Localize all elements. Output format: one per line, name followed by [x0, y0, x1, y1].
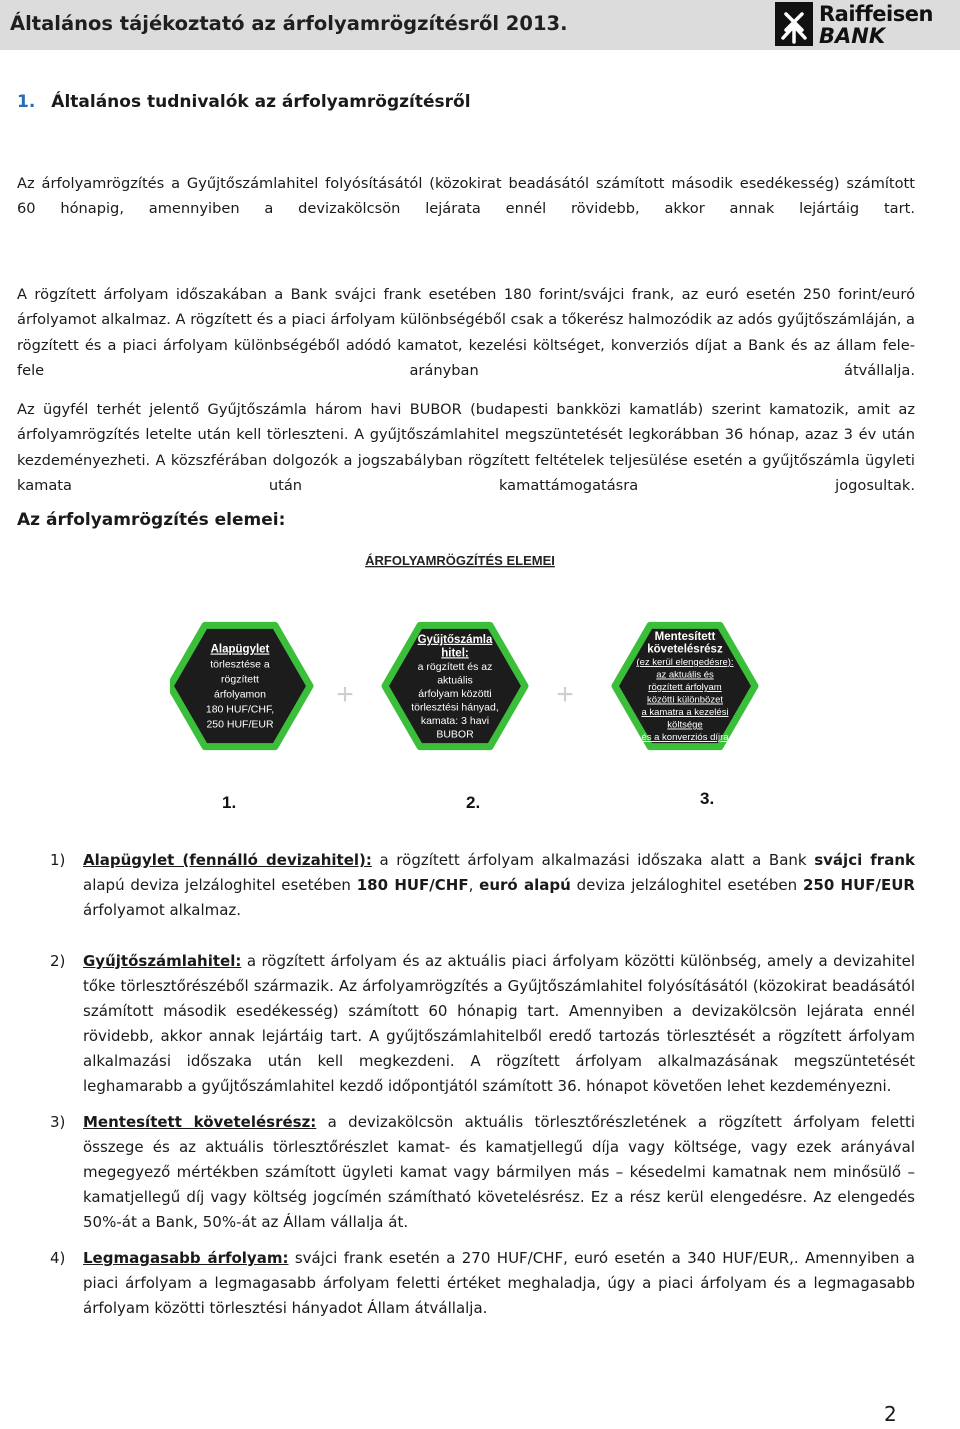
hexagon-3-text: Mentesített	[654, 631, 716, 643]
list-item-4	[50, 1246, 915, 1321]
hexagon-2-text: Gyűjtőszámla	[417, 633, 493, 646]
logo-wordmark-1: Raiffeisen	[819, 2, 933, 26]
hexagon-3-text: költsége	[667, 719, 703, 731]
list-item-2	[50, 949, 915, 1099]
elements-list	[50, 848, 915, 1321]
bold-term: 180 HUF/CHF	[356, 876, 469, 894]
diagram-title: ÁRFOLYAMRÖGZÍTÉS ELEMEI	[365, 553, 555, 568]
bold-term: 250 HUF/EUR	[802, 876, 915, 894]
section-title: Általános tudnivalók az árfolyamrögzítésről	[51, 92, 471, 112]
hexagon-1-text: 250 HUF/EUR	[206, 718, 274, 731]
page-header	[0, 0, 960, 50]
hexagon-3-text: közötti különbözet	[646, 694, 724, 706]
list-text: a rögzített árfolyam és az aktuális piaci árfolyam közötti különbség, amely a devizahitel tőke törlesztőrészéből származik. Az árfolyamrögzítés a Gyűjtőszámlahitel folyósításától (közokirat beadásától számított második esedékesség) számított 60 hónapig tart. Amennyiben a devizakölcsön lejárata ennél rövidebb, akkor annak lejártáig tart. A gyűjtőszámlahitelből eredő tartozás törlesztését a rögzített árfolyam alkalmazási időszaka után kell megkezdeni. A rögzített árfolyam alkalmazásának megszüntetését leghamarabb a gyűjtőszámlahitel kezdő időpontjától számított 36. hónapot követően lehet kezdeményezni.	[83, 952, 915, 1095]
paragraph-3: Az ügyfél terhét jelentő Gyűjtőszámla három havi BUBOR (budapesti bankközi kamatláb) szerint kamatozik, amit az árfolyamrögzítés letelte után kell törleszteni. A gyűjtőszámlahitel megszüntetését legkorábban 36 hónap, azaz 3 év után kezdeményezheti. A közszférában dolgozók a jogszabályban rögzített feltételek teljesülése esetén a gyűjtőszámla ügyleti kamata után kamattámogatásra jogosultak.	[17, 401, 915, 494]
list-text: svájci frank esetén a 270 HUF/CHF, euró esetén a 340 HUF/EUR,. Amennyiben a piaci árfolyam a legmagasabb árfolyam feletti értéket meghaladja, úgy a piaci árfolyam és a legmagasabb árfolyam közötti törlesztési hányadot Állam átvállalja.	[83, 1249, 915, 1317]
list-item-label: Alapügylet (fennálló devizahitel):	[83, 851, 372, 869]
list-item-1	[50, 848, 915, 923]
hexagon-2-text: aktuális	[437, 674, 473, 687]
hexagon-2-number: 2.	[466, 793, 481, 812]
hexagon-1-text: Alapügylet	[210, 643, 270, 656]
paragraph-2: A rögzített árfolyam időszakában a Bank svájci frank esetében 180 forint/svájci frank, az euró esetén 250 forint/euró árfolyamot alkalmaz. A rögzített és a piaci árfolyam különbségéből csak a tőkerész halmozódik az adós gyűjtőszámláján, a rögzített és a piaci árfolyam különbségéből adódó kamatot, kezelési költséget, konverziós díjat a Bank és az állam fele-fele arányban átvállalja.	[17, 286, 915, 379]
hexagon-1-text: törlesztése a	[210, 658, 270, 671]
hexagon-2-text: törlesztési hányad,	[411, 701, 499, 714]
elements-diagram	[170, 548, 790, 818]
list-number: 3)	[50, 1113, 66, 1131]
list-item-3	[50, 1110, 915, 1235]
hexagon-3-text: követelésrész	[647, 643, 723, 656]
list-text: a rögzített árfolyam alkalmazási időszaka alatt a Bank	[371, 851, 815, 869]
hexagon-3-text: a kamatra a kezelési	[641, 707, 729, 718]
hexagon-2-text: a rögzített és az	[417, 660, 493, 673]
hexagon-2-text: árfolyam közötti	[418, 687, 492, 700]
hexagon-3-text: az aktuális és	[656, 669, 714, 681]
hexagon-2-text: kamata: 3 havi	[420, 714, 490, 727]
list-number: 4)	[50, 1249, 66, 1267]
list-number: 2)	[50, 952, 66, 970]
hexagon-2-text: BUBOR	[436, 728, 474, 741]
list-text: árfolyamot alkalmaz.	[83, 901, 242, 919]
list-text: deviza jelzáloghitel esetében	[570, 876, 803, 894]
paragraph-1: Az árfolyamrögzítés a Gyűjtőszámlahitel folyósításától (közokirat beadásától számított második esedékesség) számított 60 hónapig, amennyiben a devizakölcsön lejárata ennél rövidebb, akkor annak lejártáig tart.	[17, 175, 915, 218]
list-item-label: Mentesített követelésrész:	[83, 1113, 317, 1131]
hexagon-3-text: és a konverziós díjra	[641, 732, 729, 743]
list-item-label: Legmagasabb árfolyam:	[83, 1249, 289, 1267]
elements-heading: Az árfolyamrögzítés elemei:	[17, 510, 286, 530]
section-heading	[17, 92, 471, 112]
hexagon-2-text: hitel:	[441, 647, 469, 660]
hexagon-3-text: (ez kerül elengedésre):	[636, 657, 734, 668]
hexagon-3-number: 3.	[700, 789, 715, 808]
raiffeisen-logo	[775, 2, 933, 48]
list-text: alapú deviza jelzáloghitel esetében	[83, 876, 357, 894]
bold-term: svájci frank	[814, 851, 915, 869]
hexagon-1-number: 1.	[222, 793, 237, 812]
bold-term: euró alapú	[479, 876, 571, 894]
plus-sign: +	[556, 678, 574, 711]
plus-sign: +	[336, 678, 354, 711]
document-title: Általános tájékoztató az árfolyamrögzítésről 2013.	[10, 12, 568, 35]
list-text: ,	[468, 876, 480, 894]
raiffeisen-gable-cross-icon	[775, 2, 813, 46]
list-item-label: Gyűjtőszámlahitel:	[83, 952, 242, 970]
hexagon-3-text: rögzített árfolyam	[648, 682, 722, 693]
list-text: a devizakölcsön aktuális törlesztőrészletének a rögzített árfolyam feletti összege és az aktuális törlesztőrészlet kamat- és kamatjellegű díja vagy költsége, vagy ezek arányával megegyező mértékben számított ügyleti kamat vagy bármilyen más – késedelmi kamatnak nem minősülő – kamatjellegű díj vagy költség jogcímén számítható követelésrész. Ez a rész kerül elengedésre. Az elengedés 50%-át a Bank, 50%-át az Állam vállalja át.	[83, 1113, 915, 1231]
section-number: 1.	[17, 92, 36, 112]
page-number: 2	[884, 1402, 897, 1426]
hexagon-1-text: 180 HUF/CHF,	[205, 703, 275, 716]
logo-wordmark-2: BANK	[819, 24, 886, 48]
list-number: 1)	[50, 851, 66, 869]
hexagon-1-text: rögzített	[221, 673, 259, 686]
hexagon-1-text: árfolyamon	[214, 688, 266, 701]
